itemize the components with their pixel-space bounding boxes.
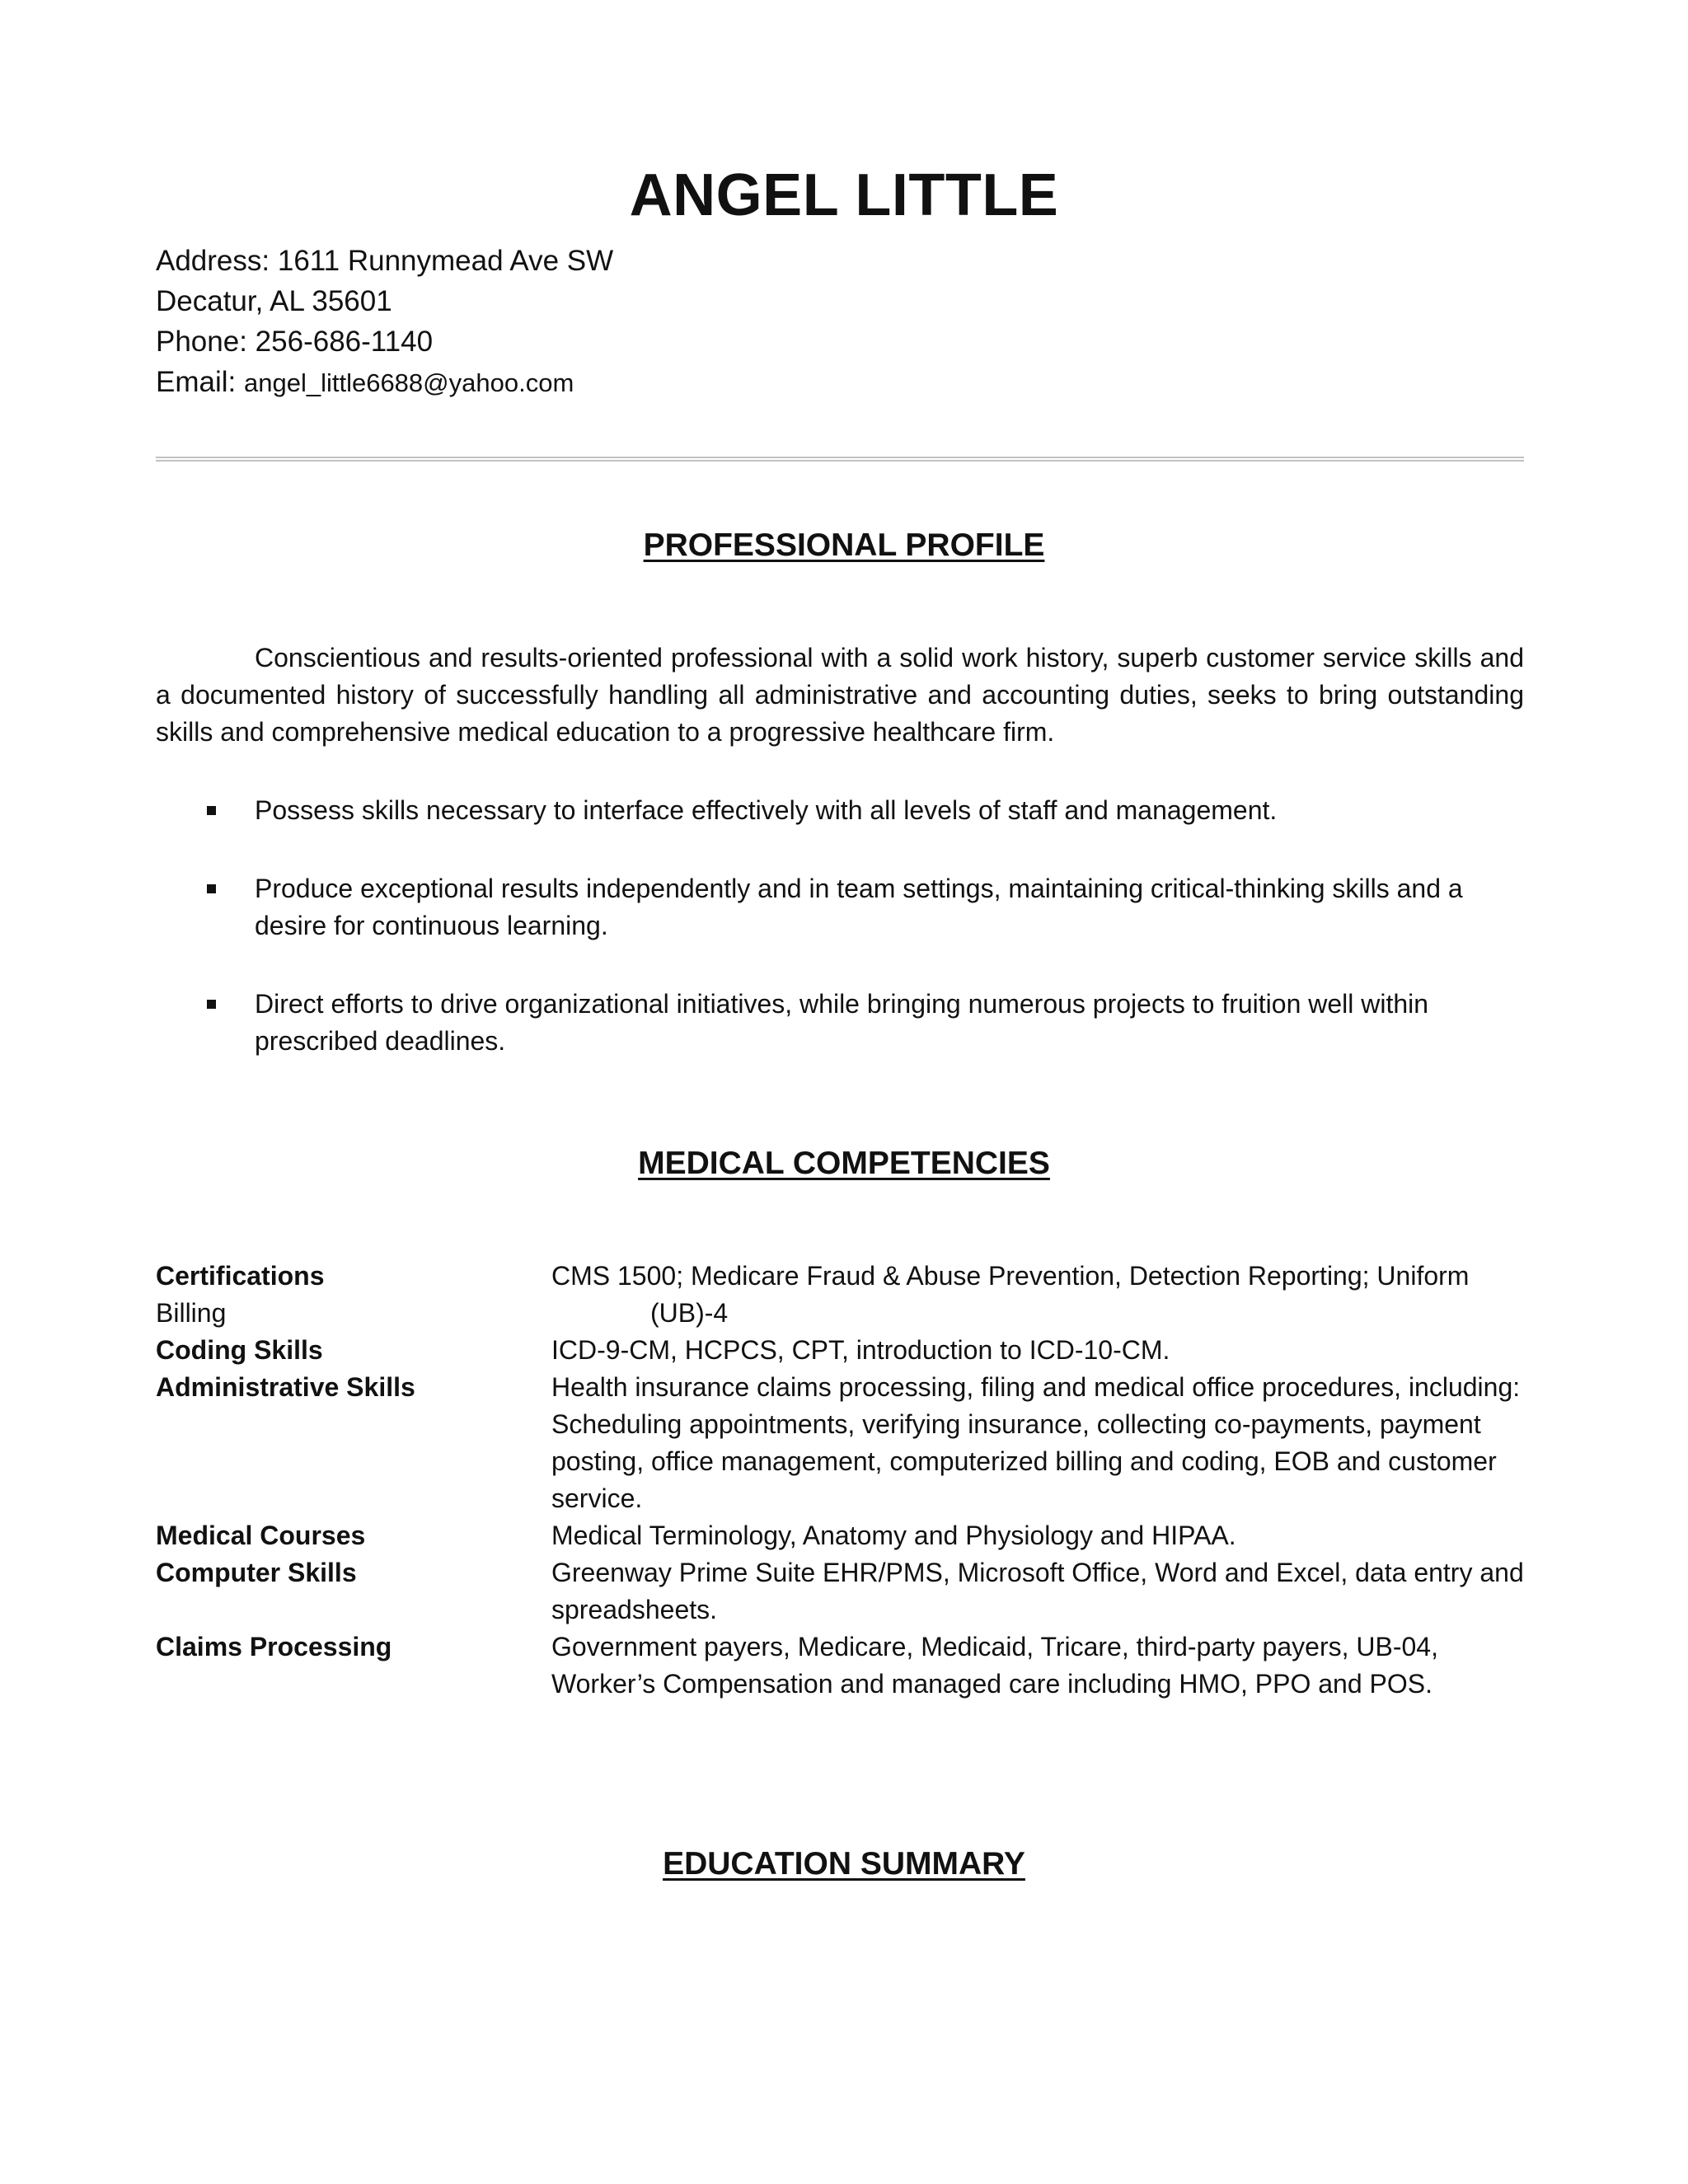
phone-line: [156, 321, 613, 362]
competencies-table: [156, 1258, 1524, 1703]
competency-value: [551, 1258, 1524, 1332]
bullet-text: Direct efforts to drive organizational initiatives, while bringing numerous projects to fruition well within prescribed deadlines.: [255, 989, 1429, 1056]
competency-value: Greenway Prime Suite EHR/PMS, Microsoft Office, Word and Excel, data entry and spreadsheets.: [551, 1558, 1524, 1624]
address-street: 1611 Runnymead Ave SW: [277, 245, 614, 277]
header-divider: [156, 457, 1524, 458]
competency-label: Coding Skills: [156, 1335, 323, 1365]
bullet-text: Produce exceptional results independently and in team settings, maintaining critical-thinking skills and a desire for continuous learning.: [255, 874, 1463, 940]
email-label: Email:: [156, 366, 237, 398]
certifications-sublabel: Billing: [156, 1298, 227, 1328]
square-bullet-icon: [207, 806, 216, 815]
professional-profile-heading: PROFESSIONAL PROFILE: [643, 527, 1045, 563]
profile-bullet-list: [156, 792, 1524, 1101]
email-line: [156, 362, 613, 403]
profile-summary: Conscientious and results-oriented professional with a solid work history, superb customer service skills and a documented history of successfully handling all administrative and accounting duties, seeks to bring outstanding skills and comprehensive medical education to a progressive healthcare firm.: [156, 643, 1524, 747]
list-item: [156, 870, 1524, 944]
phone-number: 256-686-1140: [255, 326, 434, 358]
competency-label: [156, 1258, 324, 1332]
header-divider-second: [156, 460, 1524, 462]
bullet-text: Possess skills necessary to interface effectively with all levels of staff and management.: [255, 795, 1278, 825]
certifications-value-cont: (UB)-4: [650, 1298, 729, 1328]
contact-block: [156, 241, 613, 403]
competency-value: Health insurance claims processing, filing and medical office procedures, including: Scheduling appointments, verifying insurance, collecting co-payments, payment posting, office management, computerized billing and coding, EOB and customer service.: [551, 1372, 1521, 1513]
education-summary-heading: EDUCATION SUMMARY: [663, 1846, 1025, 1882]
address-label: Address:: [156, 245, 270, 277]
competency-row: [156, 1554, 1524, 1629]
address-line: [156, 241, 613, 281]
competency-label: Computer Skills: [156, 1558, 357, 1587]
competency-row: [156, 1517, 1524, 1554]
certifications-label: Certifications: [156, 1261, 325, 1291]
address-city: Decatur, AL 35601: [156, 285, 392, 317]
competency-row: [156, 1629, 1524, 1703]
competency-row: [156, 1332, 1524, 1369]
candidate-name: ANGEL LITTLE: [629, 162, 1059, 228]
competency-row: [156, 1258, 1524, 1332]
square-bullet-icon: [207, 1000, 216, 1009]
competency-label: Medical Courses: [156, 1521, 366, 1550]
competency-value: Medical Terminology, Anatomy and Physiology and HIPAA.: [551, 1521, 1236, 1550]
competency-row: [156, 1369, 1524, 1517]
certifications-value: CMS 1500; Medicare Fraud & Abuse Prevention, Detection Reporting; Uniform: [551, 1261, 1470, 1291]
email-address: angel_little6688@yahoo.com: [243, 368, 574, 397]
competency-value: Government payers, Medicare, Medicaid, Tricare, third-party payers, UB-04, Worker’s Compensation and managed care including HMO, PPO and POS.: [551, 1632, 1438, 1699]
competency-label: Claims Processing: [156, 1632, 392, 1661]
square-bullet-icon: [207, 884, 216, 893]
medical-competencies-heading: MEDICAL COMPETENCIES: [638, 1146, 1050, 1181]
list-item: [156, 792, 1524, 829]
list-item: [156, 986, 1524, 1060]
competency-value: ICD-9-CM, HCPCS, CPT, introduction to ICD-10-CM.: [551, 1335, 1170, 1365]
competency-label: Administrative Skills: [156, 1372, 415, 1402]
phone-label: Phone:: [156, 326, 247, 358]
